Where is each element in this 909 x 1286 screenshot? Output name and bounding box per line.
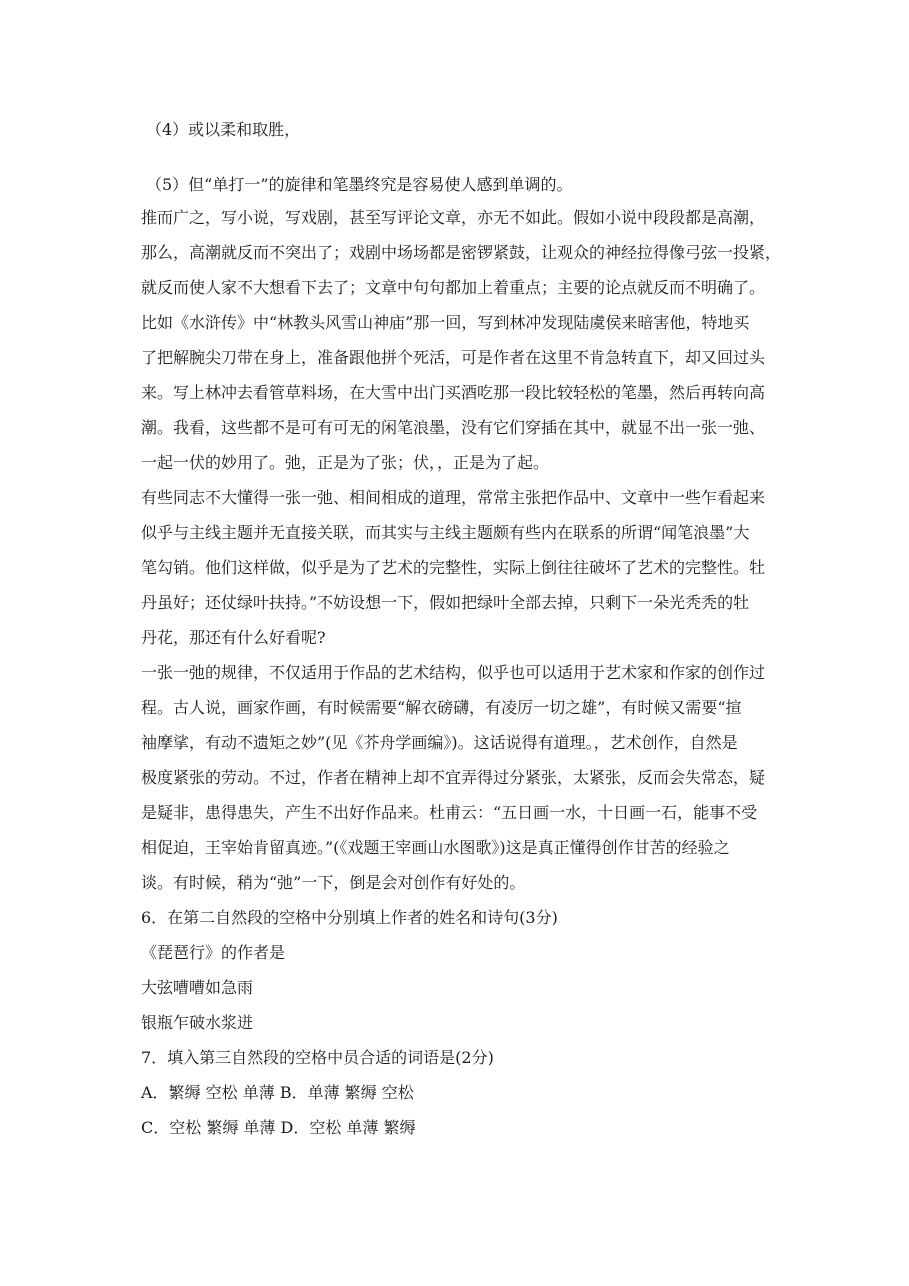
text-line: 程。古人说，画家作画，有时候需要“解衣磅礴，有凌厉一切之雄”，有时候又需要“揎 <box>141 698 742 717</box>
text-line: 就反而使人家不大想看下去了；文章中句句都加上着重点；主要的论点就反而不明确了。 <box>141 278 766 297</box>
text-line: 来。写上林冲去看管草料场，在大雪中出门买酒吃那一段比较轻松的笔墨，然后再转向高 <box>141 383 766 402</box>
text-line: 有些同志不大懂得一张一弛、相间相成的道理，常常主张把作品中、文章中一些乍看起来 <box>141 488 766 507</box>
text-line: （4）或以柔和取胜， <box>146 120 301 139</box>
text-line: 相促迫，王宰始肯留真迹。”(《戏题王宰画山水图歌》)这是真正懂得创作甘苦的经验之 <box>141 838 730 857</box>
text-line: 大弦嘈嘈如急雨 <box>141 978 254 997</box>
text-line: 笔勾销。他们这样做，似乎是为了艺术的完整性，实际上倒往往破坏了艺术的完整性。牡 <box>141 558 766 577</box>
text-line: 那么，高潮就反而不突出了；戏剧中场场都是密锣紧鼓，让观众的神经拉得像弓弦一投紧， <box>141 243 781 262</box>
text-line: 《琵琶行》的作者是 <box>141 943 286 962</box>
text-line: 潮。我看，这些都不是可有可无的闲笔浪墨，没有它们穿插在其中，就显不出一张一弛、 <box>141 418 766 437</box>
text-line: 似乎与主线主题并无直接关联，而其实与主线主题颇有些内在联系的所谓“闻笔浪墨”大 <box>141 523 750 542</box>
text-line: 银瓶乍破水浆迸 <box>141 1013 254 1032</box>
question-7: 7．填入第三自然段的空格中员合适的词语是(2分) <box>141 1048 494 1067</box>
text-line: 谈。有时候，稍为“弛”一下，倒是会对创作有好处的。 <box>141 873 526 892</box>
answer-options-cd: C．空松 繁缛 单薄 D．空松 单薄 繁缛 <box>141 1118 416 1137</box>
text-line: 比如《水浒传》中“林教头风雪山神庙”那一回，写到林冲发现陆虞侯来暗害他，特地买 <box>141 313 750 332</box>
text-line: 是疑非，患得患失，产生不出好作品来。杜甫云：“五日画一水，十日画一石，能事不受 <box>141 803 758 822</box>
text-line: 一起一伏的妙用了。弛，正是为了张；伏，，正是为了起。 <box>141 453 550 472</box>
text-line: 一张一弛的规律，不仅适用于作品的艺术结构，似乎也可以适用于艺术家和作家的创作过 <box>141 663 766 682</box>
text-line: 丹虽好；还仗绿叶扶持。”不妨设想一下，假如把绿叶全部去掉，只剩下一朵光秃秃的牡 <box>141 593 750 612</box>
text-line: 袖摩挲，有动不遗矩之妙”(见《芥舟学画编》)。这话说得有道理。，艺术创作，自然是 <box>141 733 738 752</box>
text-line: 极度紧张的劳动。不过，作者在精神上却不宜弄得过分紧张，太紧张，反而会失常态，疑 <box>141 768 766 787</box>
answer-options-ab: A．繁缛 空松 单薄 B．单薄 繁缛 空松 <box>141 1083 414 1102</box>
text-line: （5）但“单打一”的旋律和笔墨终究是容易使人感到单调的。 <box>146 175 573 194</box>
text-line: 丹花，那还有什么好看呢? <box>141 628 326 647</box>
text-line: 推而广之，写小说，写戏剧，甚至写评论文章，亦无不如此。假如小说中段段都是高潮， <box>141 208 766 227</box>
text-line: 了把解腕尖刀带在身上，准备跟他拼个死活，可是作者在这里不肯急转直下，却又回过头 <box>141 348 766 367</box>
question-6: 6．在第二自然段的空格中分别填上作者的姓名和诗句(3分) <box>141 908 558 927</box>
